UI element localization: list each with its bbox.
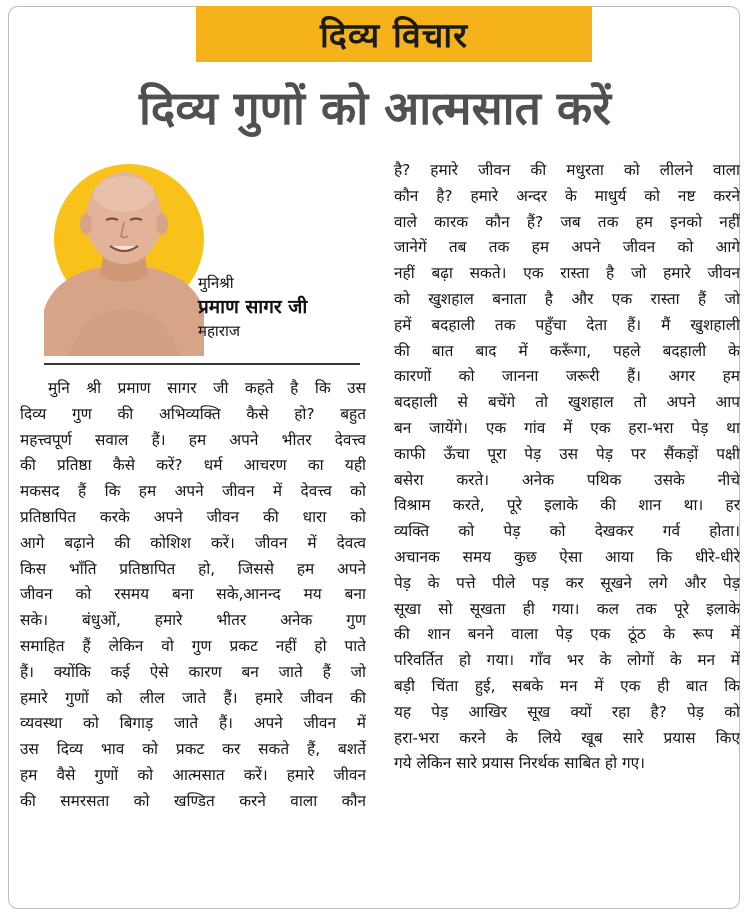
- byline-suffix: महाराज: [198, 322, 240, 340]
- author-photo: [44, 160, 204, 356]
- text-line: सके। बंधुओं, हमारे भीतर अनेक गुण: [20, 611, 366, 630]
- text-line: उस दिव्य भाव को प्रकट कर सकते हैं, बशर्ते: [20, 740, 366, 759]
- text-line: हमारे गुणों को लील जाते हैं। हमारे जीवन की: [20, 688, 366, 707]
- text-line: की समरसता को खण्डित करने वाला कौन: [20, 791, 366, 810]
- byline-divider: [44, 363, 360, 365]
- text-line: बड़ी चिंता हुई, सबके मन में एक ही बात कि: [394, 676, 740, 695]
- text-line: हरा-भरा करने के लिये खूब सारे प्रयास किए: [394, 728, 740, 747]
- text-line: कौन है? हमारे अन्दर के माधुर्य को नष्ट करने: [394, 186, 740, 205]
- text-line: नहीं बढ़ा सकते। एक रास्ता है जो हमारे जीवन: [394, 264, 740, 283]
- article-column-right: [394, 158, 740, 777]
- text-line: बन जायेंगे। एक गांव में एक हरा-भरा पेड़ था: [394, 418, 740, 437]
- text-line: प्रतिष्ठापित करके अपने जीवन की धारा को: [20, 507, 366, 526]
- text-line: अचानक समय कुछ ऐसा आया कि धीरे-धीरे: [394, 547, 740, 566]
- text-line: व्यवस्था को बिगाड़ जाते हैं। अपने जीवन में: [20, 714, 366, 733]
- text-line: गये लेकिन सारे प्रयास निरर्थक साबित हो गए।: [394, 754, 645, 773]
- text-line: मकसद हैं कि हम अपने जीवन में देवत्त्व को: [20, 482, 366, 501]
- text-line: महत्त्वपूर्ण सवाल हैं। हम अपने भीतर देवत्त्व: [20, 430, 366, 449]
- text-line: बसेरा करते। अनेक पथिक उसके नीचे: [394, 470, 740, 489]
- text-line: जानेगें तब तक हम अपने जीवन को आगे: [394, 238, 740, 257]
- text-line: सूखा सो सूखता ही गया। कल तक पूरे इलाके: [394, 599, 740, 618]
- text-line: वाले कारक कौन हैं? जब तक हम इनको नहीं: [394, 212, 740, 231]
- byline-prefix: मुनिश्री: [198, 274, 234, 292]
- text-line: कारणों को जानना जरूरी हैं। अगर हम: [394, 367, 740, 386]
- text-line: किस भाँति प्रतिष्ठापित हो, जिससे हम अपने: [20, 559, 366, 578]
- text-line: व्यक्ति को पेड़ को देखकर गर्व होता।: [394, 522, 740, 541]
- author-portrait-image: [44, 160, 204, 356]
- text-line: आगे बढ़ाने की कोशिश करें। जीवन में देवत्व: [20, 533, 366, 552]
- text-line: हैं। क्योंकि कई ऐसे कारण बन जाते हैं जो: [20, 662, 366, 681]
- column-title-banner: [196, 6, 592, 62]
- text-line: दिव्य गुण की अभिव्यक्ति कैसे हो? बहुत: [20, 404, 366, 423]
- text-line: पेड़ के पत्ते पीले पड़ कर सूखने लगे और पेड़: [394, 573, 740, 592]
- text-line: की शान बनने वाला पेड़ एक ठूंठ के रूप में: [394, 625, 740, 644]
- text-line: को खुशहाल बनाता है और एक रास्ता हैं जो: [394, 289, 740, 308]
- text-line: जीवन को रसमय बना सके,आनन्द मय बना: [20, 585, 366, 604]
- text-line: विश्राम करते, पूरे इलाके की शान था। हर: [394, 496, 740, 515]
- text-line: यह पेड़ आखिर सूख क्यों रहा है? पेड़ को: [394, 702, 740, 721]
- text-line: काफी ऊँचा पूरा पेड़ उस पेड़ पर सैंकड़ों पक्षी: [394, 444, 740, 463]
- text-line: हमें बदहाली तक पहुँचा देता हैं। मैं खुशहाली: [394, 315, 740, 334]
- text-line: है? हमारे जीवन की मधुरता को लीलने वाला: [394, 161, 740, 179]
- article-column-left: [20, 376, 366, 815]
- headline: दिव्य गुणों को आत्मसात करें: [139, 81, 611, 135]
- text-line: की बात बाद में करूँगा, पहले बदहाली के: [394, 341, 740, 360]
- text-line: हम वैसे गुणों को आत्मसात करें। हमारे जीवन: [20, 765, 366, 784]
- text-line: बदहाली से बचेंगे तो खुशहाल तो अपने आप: [394, 393, 740, 412]
- text-line: की प्रतिष्ठा कैसे करें? धर्म आचरण का यही: [20, 456, 366, 475]
- text-line: मुनि श्री प्रमाण सागर जी कहते है कि उस: [48, 379, 366, 397]
- author-byline: [198, 272, 307, 342]
- column-title: दिव्य विचार: [319, 16, 469, 56]
- text-line: परिवर्तित हो गया। गाँव भर के लोगों के मन में: [394, 651, 740, 670]
- author-name: प्रमाण सागर जी: [198, 296, 308, 318]
- text-line: समाहित हैं लेकिन वो गुण प्रकट नहीं हो पाते: [20, 636, 366, 655]
